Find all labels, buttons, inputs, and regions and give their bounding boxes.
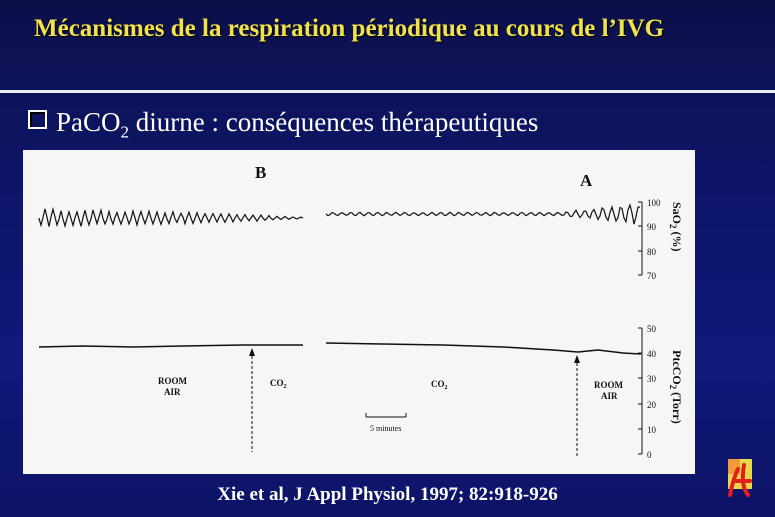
figure-graphic <box>23 150 695 474</box>
respiration-figure <box>23 150 695 474</box>
ptcco2-tick-10: 10 <box>647 425 656 435</box>
ptcco2-axis <box>638 324 684 460</box>
ptcco2-tick-40: 40 <box>647 349 656 359</box>
slide-title: Mécanismes de la respiration périodique au cours de l’IVG <box>34 15 665 42</box>
room-air-label-a-line2: AIR <box>601 391 618 401</box>
bullet-text-suffix: diurne : conséquences thérapeutiques <box>129 107 539 137</box>
bullet-point <box>28 106 538 148</box>
panel-a-label: A <box>580 171 593 190</box>
ptcco2-tick-50: 50 <box>647 324 656 334</box>
ptcco2-trace-panel-b <box>39 345 303 347</box>
sao2-axis <box>638 198 684 281</box>
sao2-tick-100: 100 <box>647 198 661 208</box>
switch-arrow-panel-a <box>574 355 580 456</box>
co2-label-panel-a: $CO_2$ <box>431 379 448 391</box>
sao2-tick-80: 80 <box>647 247 656 257</box>
checkbox-bullet-icon <box>28 110 47 129</box>
sao2-axis-label: SaO$_2$ (%) <box>668 202 684 252</box>
citation-caption: Xie et al, J Appl Physiol, 1997; 82:918-926 <box>217 484 558 505</box>
brand-logo-icon <box>720 455 760 500</box>
bullet-text-prefix: PaCO <box>56 107 121 137</box>
title-divider <box>0 90 775 93</box>
ptcco2-tick-0: 0 <box>647 450 652 460</box>
panel-b-label: B <box>255 163 267 182</box>
sao2-trace-panel-b <box>39 209 303 227</box>
room-air-label-a-line1: ROOM <box>594 380 623 390</box>
ptcco2-axis-label: PtcCO$_2$ (Torr) <box>668 350 684 424</box>
switch-arrow-panel-b <box>249 348 255 452</box>
time-scale-bar <box>366 413 406 433</box>
scale-bar-label: 5 minutes <box>370 424 402 433</box>
ptcco2-trace-panel-a <box>326 343 641 354</box>
sao2-tick-70: 70 <box>647 271 656 281</box>
co2-label-panel-b: $CO_2$ <box>270 378 287 390</box>
ptcco2-tick-30: 30 <box>647 374 656 384</box>
ptcco2-tick-20: 20 <box>647 400 656 410</box>
bullet-text-subscript: 2 <box>120 122 130 142</box>
sao2-trace-panel-a <box>326 205 640 224</box>
room-air-label-b-line2: AIR <box>164 387 181 397</box>
sao2-tick-90: 90 <box>647 222 656 232</box>
room-air-label-b-line1: ROOM <box>158 376 187 386</box>
